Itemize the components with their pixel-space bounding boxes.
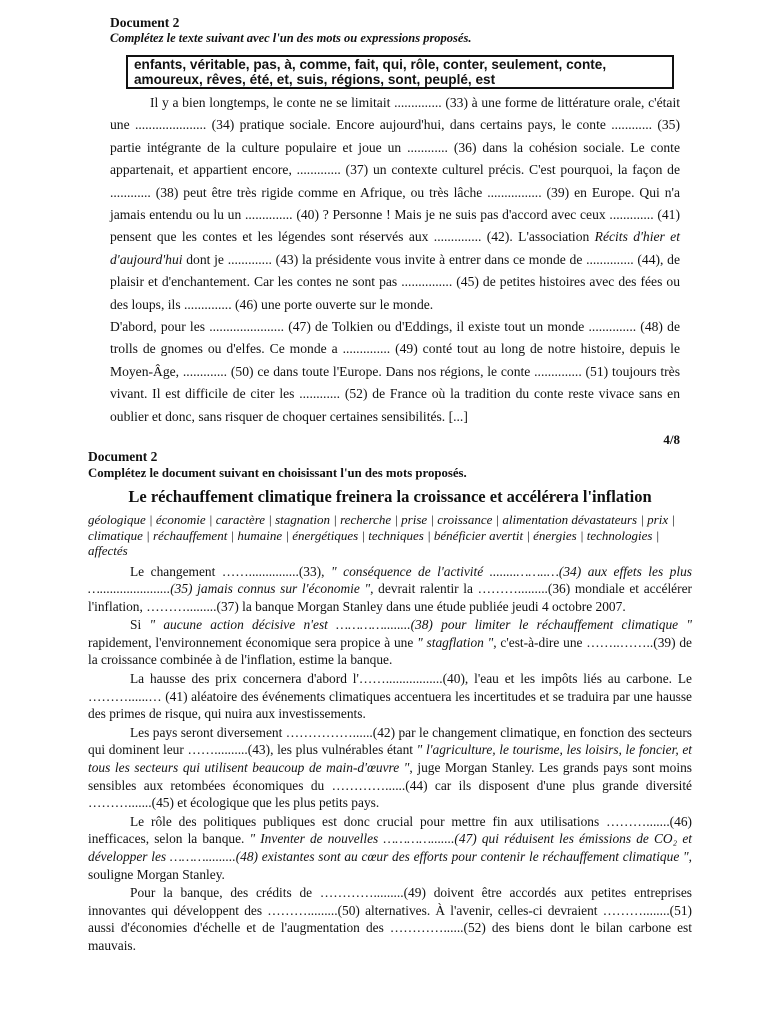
- instruction: Complétez le document suivant en choisissant l'un des mots proposés.: [88, 466, 467, 480]
- paragraph-4-text-a: Les pays seront diversement ……………......(42) par le changement climatique, en fonction des secteurs qui dominent leur ……..........(43), les plus vulnérables étant: [88, 724, 692, 758]
- paragraph-4: [88, 724, 692, 812]
- paragraph-4-text-c: , juge Morgan Stanley. Les grands pays sont moins sensibles aux retombées économiques du …………......(44) car ils disposent d'une plus grande diversité ……….......(45) et écologique que les plus petits pays.: [88, 760, 692, 811]
- exercise-conte: [110, 14, 680, 447]
- instruction: Complétez le texte suivant avec l'un des mots ou expressions proposés.: [110, 31, 472, 45]
- paragraph-2: D'abord, pour les ...................... (47) de Tolkien ou d'Eddings, il existe tout un monde .............. (48) de trolls de gnomes ou d'elfes. Ce monde a .............. (49) conté tout au long de notre histoire, depuis le Moyen-Âge, ............. (50) ce dans toute l'Europe. Dans nos régions, le conte .............. (51) toujours très vivant. Il est difficile de citer les ............ (52) de France où la tradition du conte reste vivace sans en oublier et donc, sans risquer de choquer certaines sensibilités. [...]: [110, 319, 680, 424]
- paragraph-1-text: Il y a bien longtemps, le conte ne se limitait .............. (33) à une forme de littérature orale, c'était une ..................... (34) pratique sociale. Encore aujourd'hui, dans certains pays, le conte ............ (35) partie intégrante de la culture populaire et joue un ............ (36) dans la cohésion sociale. Le conte appartenait, et appartient encore, ............. (37) un contexte culturel précis. C'est pourquoi, la façon de ............ (38) peut être très rigide comme en Afrique, ou très lâche ................ (39) en Europe. Qui n'a jamais entendu ou lu un .............. (40) ? Personne ! Mais je ne suis pas d'accord avec ceux ............. (41) pensent que les contes et les légendes sont réservés aux .............. (42). L'association: [110, 95, 680, 245]
- paragraph-3: La hausse des prix concernera d'abord l'…….................(40), l'eau et les impôts liés au carbone. Le ………......… (41) aléatoire des événements climatiques accentuera les incertitudes et se traduira par une hausse des primes de risque, qui nuira aux investissements.: [88, 671, 692, 722]
- article-text: [88, 563, 692, 955]
- paragraph-1-end: dont je ............. (43) la présidente vous invite à entrer dans ce monde de .............. (44), de plaisir et d'enchantement. Car les contes ne sont pas ............... (45) de petites histoires avec des fées ou des loups, ils .............. (46) une porte ouverte sur le monde.: [110, 251, 680, 312]
- document-label: Document 2: [88, 449, 158, 464]
- quote: " l'agriculture, le tourisme, les loisirs, le foncier, et tous les secteurs qui utilisent beaucoup de main-d'œuvre ": [88, 742, 692, 776]
- paragraph-6: Pour la banque, des crédits de ………….........(49) doivent être accordés aux petites entreprises innovantes qui développent des ……….........(50) alternatives. À l'avenir, celles-ci devraient ………........(51) aussi d'économies d'échelle et de l'augmentation des …………......(52) des biens dont le bilan carbone est mauvais.: [88, 885, 692, 953]
- paragraph-2: [88, 616, 692, 669]
- paragraph-5-text-a: Le rôle des politiques publiques est donc crucial pour mettre fin aux utilisations ……….......(46) inefficaces, selon la banque.: [88, 813, 692, 847]
- exercise-climat: [88, 449, 692, 955]
- paragraph-2-text-a: Si: [130, 617, 150, 633]
- word-bank-line-1: enfants, véritable, pas, à, comme, fait, qui, rôle, conter, seulement, conte,: [134, 57, 607, 72]
- paragraph-2-text-e: , c'est-à-dire une ……..……..(39) de la croissance combinée à de l'inflation, estime la banque.: [88, 634, 692, 668]
- document-label: Document 2: [110, 15, 180, 30]
- word-bank-line-2: amoureux, rêves, été, et, suis, régions, sont, peuplé, est: [134, 71, 496, 87]
- association-name: Récits d'hier et d'aujourd'hui: [110, 229, 680, 267]
- paragraph-2-text-c: rapidement, l'environnement économique sera propice à une: [88, 634, 418, 650]
- paragraph-1: [88, 563, 692, 616]
- quote: " Inventer de nouvelles ………….......(47) qui réduisent les émissions de CO₂ et développer les ……….........(48) existantes sont au cœur des efforts pour contenir le réchauffement climatique ": [88, 831, 692, 864]
- page-number: 4/8: [663, 432, 680, 447]
- paragraph-1-text-c: , devrait ralentir la ……….........(36) mondiale et accélérer l'inflation, ……….........(37) la banque Morgan Stanley dans une étude publiée jeudi 4 octobre 2007.: [88, 581, 692, 614]
- paragraph-5: [88, 813, 692, 883]
- quote: " aucune action décisive n'est …………........(38) pour limiter le réchauffement climatique ": [149, 617, 692, 633]
- paragraph-1: [110, 92, 680, 316]
- quote: " conséquence de l'activité ........……..…(34) aux effets les plus ….....................(35) jamais connus sur l'économie ": [88, 563, 693, 597]
- article-title: Le réchauffement climatique freinera la croissance et accélérera l'inflation: [128, 487, 652, 506]
- quote: " stagflation ": [417, 634, 494, 650]
- exercise-text: [110, 92, 680, 428]
- paragraph-5-text-c: , souligne Morgan Stanley.: [88, 849, 692, 882]
- paragraph-1-text-a: Le changement ……...............(33),: [130, 563, 331, 579]
- word-bank-list: géologique | économie | caractère | stagnation | recherche | prise | croissance | alimentation dévastateurs | prix | climatique | réchauffement | humaine | énergétiques | techniques | bénéficier avertit | énergies | technologies | affectés: [88, 512, 675, 558]
- word-bank-box: [126, 55, 674, 89]
